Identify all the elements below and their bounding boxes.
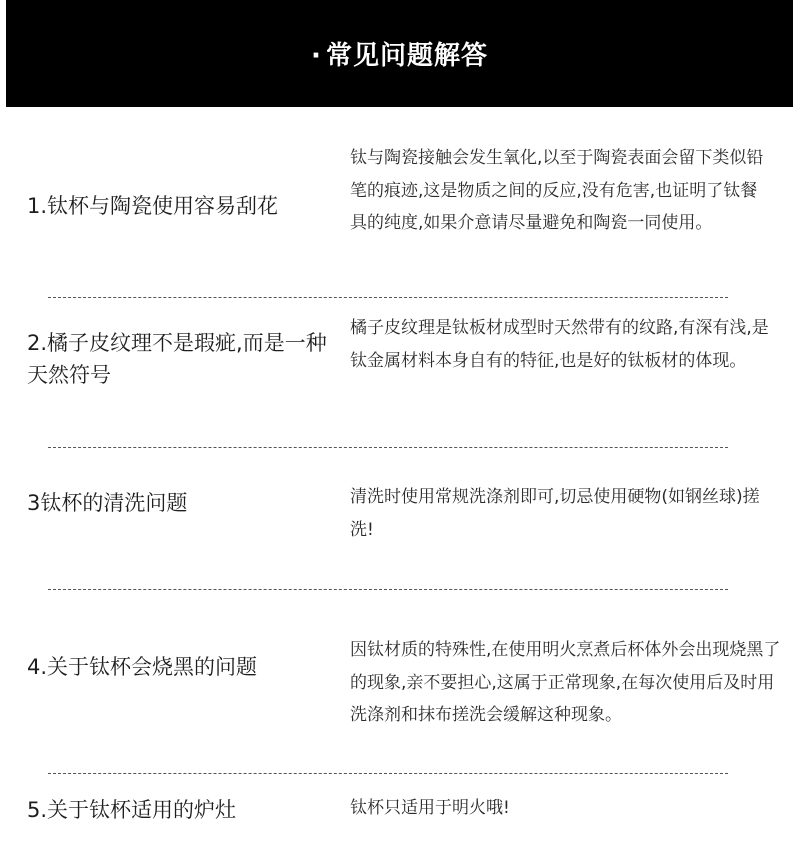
- faq-answer: 钛杯只适用于明火哦!: [350, 798, 510, 818]
- faq-answer: 钛与陶瓷接触会发生氧化,以至于陶瓷表面会留下类似铅笔的痕迹,这是物质之间的反应,没有危害,也证明了钛餐具的纯度,如果介意请尽量避免和陶瓷一同使用。: [350, 148, 764, 233]
- faq-question: 1.钛杯与陶瓷使用容易刮花: [27, 194, 279, 218]
- page-title: [311, 35, 488, 72]
- faq-question: 4.关于钛杯会烧黑的问题: [27, 655, 258, 679]
- header-banner: [6, 0, 793, 107]
- title-dot: ·: [311, 41, 322, 71]
- title-text: 常见问题解答: [325, 41, 488, 71]
- faq-question: 2.橘子皮纹理不是瑕疵,而是一种天然符号: [27, 331, 327, 387]
- faq-question: 3钛杯的清洗问题: [27, 491, 188, 515]
- divider: [48, 589, 728, 590]
- faq-question: 5.关于钛杯适用的炉灶: [27, 798, 237, 822]
- faq-answer: 因钛材质的特殊性,在使用明火烹煮后杯体外会出现烧黑了的现象,亲不要担心,这属于正常现象,在每次使用后及时用洗涤剂和抹布搓洗会缓解这种现象。: [350, 640, 781, 725]
- divider: [48, 447, 728, 448]
- faq-answer: 清洗时使用常规洗涤剂即可,切忌使用硬物(如钢丝球)搓洗!: [350, 487, 760, 540]
- divider: [48, 773, 728, 774]
- divider: [48, 297, 728, 298]
- faq-answer: 橘子皮纹理是钛板材成型时天然带有的纹路,有深有浅,是钛金属材料本身自有的特征,也是好的钛板材的体现。: [350, 318, 769, 371]
